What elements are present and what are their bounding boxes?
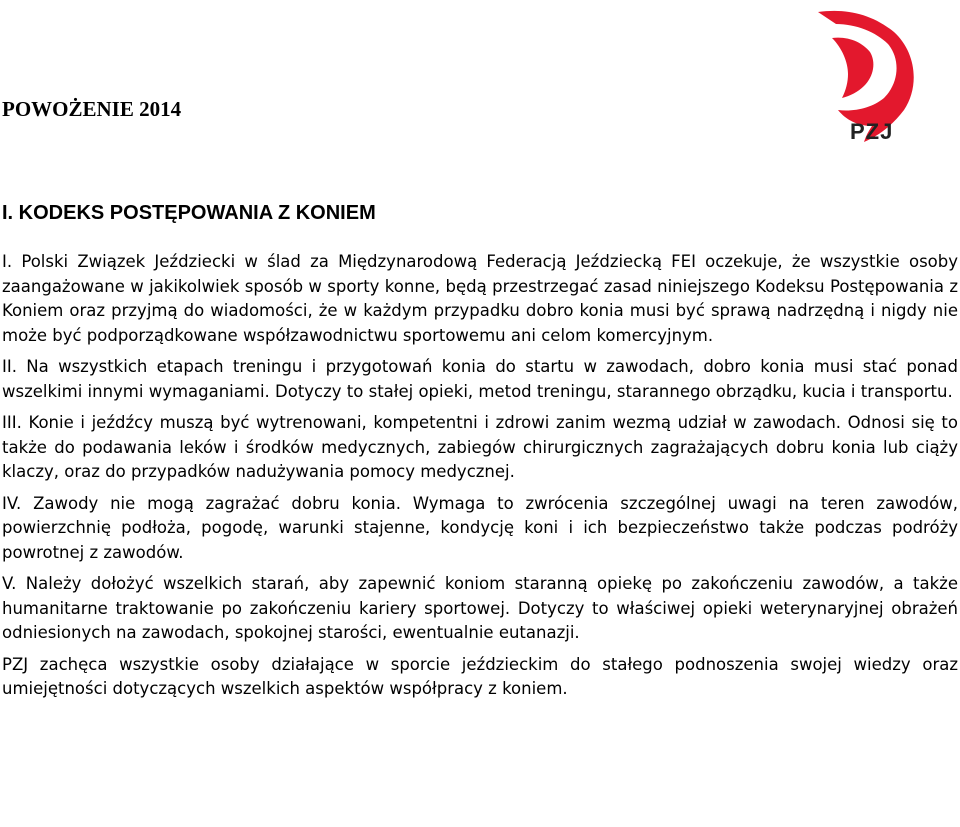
- document-title: POWOŻENIE 2014: [2, 97, 182, 121]
- paragraph-3: III. Konie i jeźdźcy muszą być wytrenowani, kompetentni i zdrowi zanim wezmą udział w zawodach. Odnosi się to także do podawania leków i środków medycznych, zabiegów chirurgicznych zagrażających dobru konia lub ciąży klaczy, oraz do przypadków nadużywania pomocy medycznej.: [2, 413, 958, 481]
- paragraph-1: I. Polski Związek Jeździecki w ślad za Międzynarodową Federacją Jeździecką FEI oczekuje, że wszystkie osoby zaangażowane w jakikolwiek sposób w sporty konne, będą przestrzegać zasad niniejszego Kodeksu Postępowania z Koniem oraz przyjmą do wiadomości, że w każdym przypadku dobro konia musi być sprawą nadrzędną i nigdy nie może być podporządkowane współzawodnictwu sportowemu ani celom komercyjnym.: [2, 252, 958, 345]
- paragraph-4: IV. Zawody nie mogą zagrażać dobru konia. Wymaga to zwrócenia szczególnej uwagi na teren zawodów, powierzchnię podłoża, pogodę, warunki stajenne, kondycję koni i ich bezpieczeństwo także podczas podróży powrotnej z zawodów.: [2, 493, 958, 562]
- section-heading: I. KODEKS POSTĘPOWANIA Z KONIEM: [2, 202, 376, 224]
- paragraph-6: PZJ zachęca wszystkie osoby działające w sporcie jeździeckim do stałego podnoszenia swojej wiedzy oraz umiejętności dotyczących wszelkich aspektów współpracy z koniem.: [2, 654, 958, 698]
- document-body: [2, 250, 958, 709]
- paragraph-5: V. Należy dołożyć wszelkich starań, aby zapewnić koniom staranną opiekę po zakończeniu zawodów, a także humanitarne traktowanie po zakończeniu kariery sportowej. Dotyczy to właściwej opieki weterynaryjnej obrażeń odniesionych na zawodach, spokojnej starości, ewentualnie eutanazji.: [2, 574, 958, 642]
- paragraph-2: II. Na wszystkich etapach treningu i przygotowań konia do startu w zawodach, dobro konia musi stać ponad wszelkimi innymi wymaganiami. Dotyczy to stałej opieki, metod treningu, starannego obrządku, kucia i transportu.: [2, 357, 958, 401]
- pzj-logo: [812, 6, 922, 146]
- logo-text: PZJ: [850, 119, 894, 144]
